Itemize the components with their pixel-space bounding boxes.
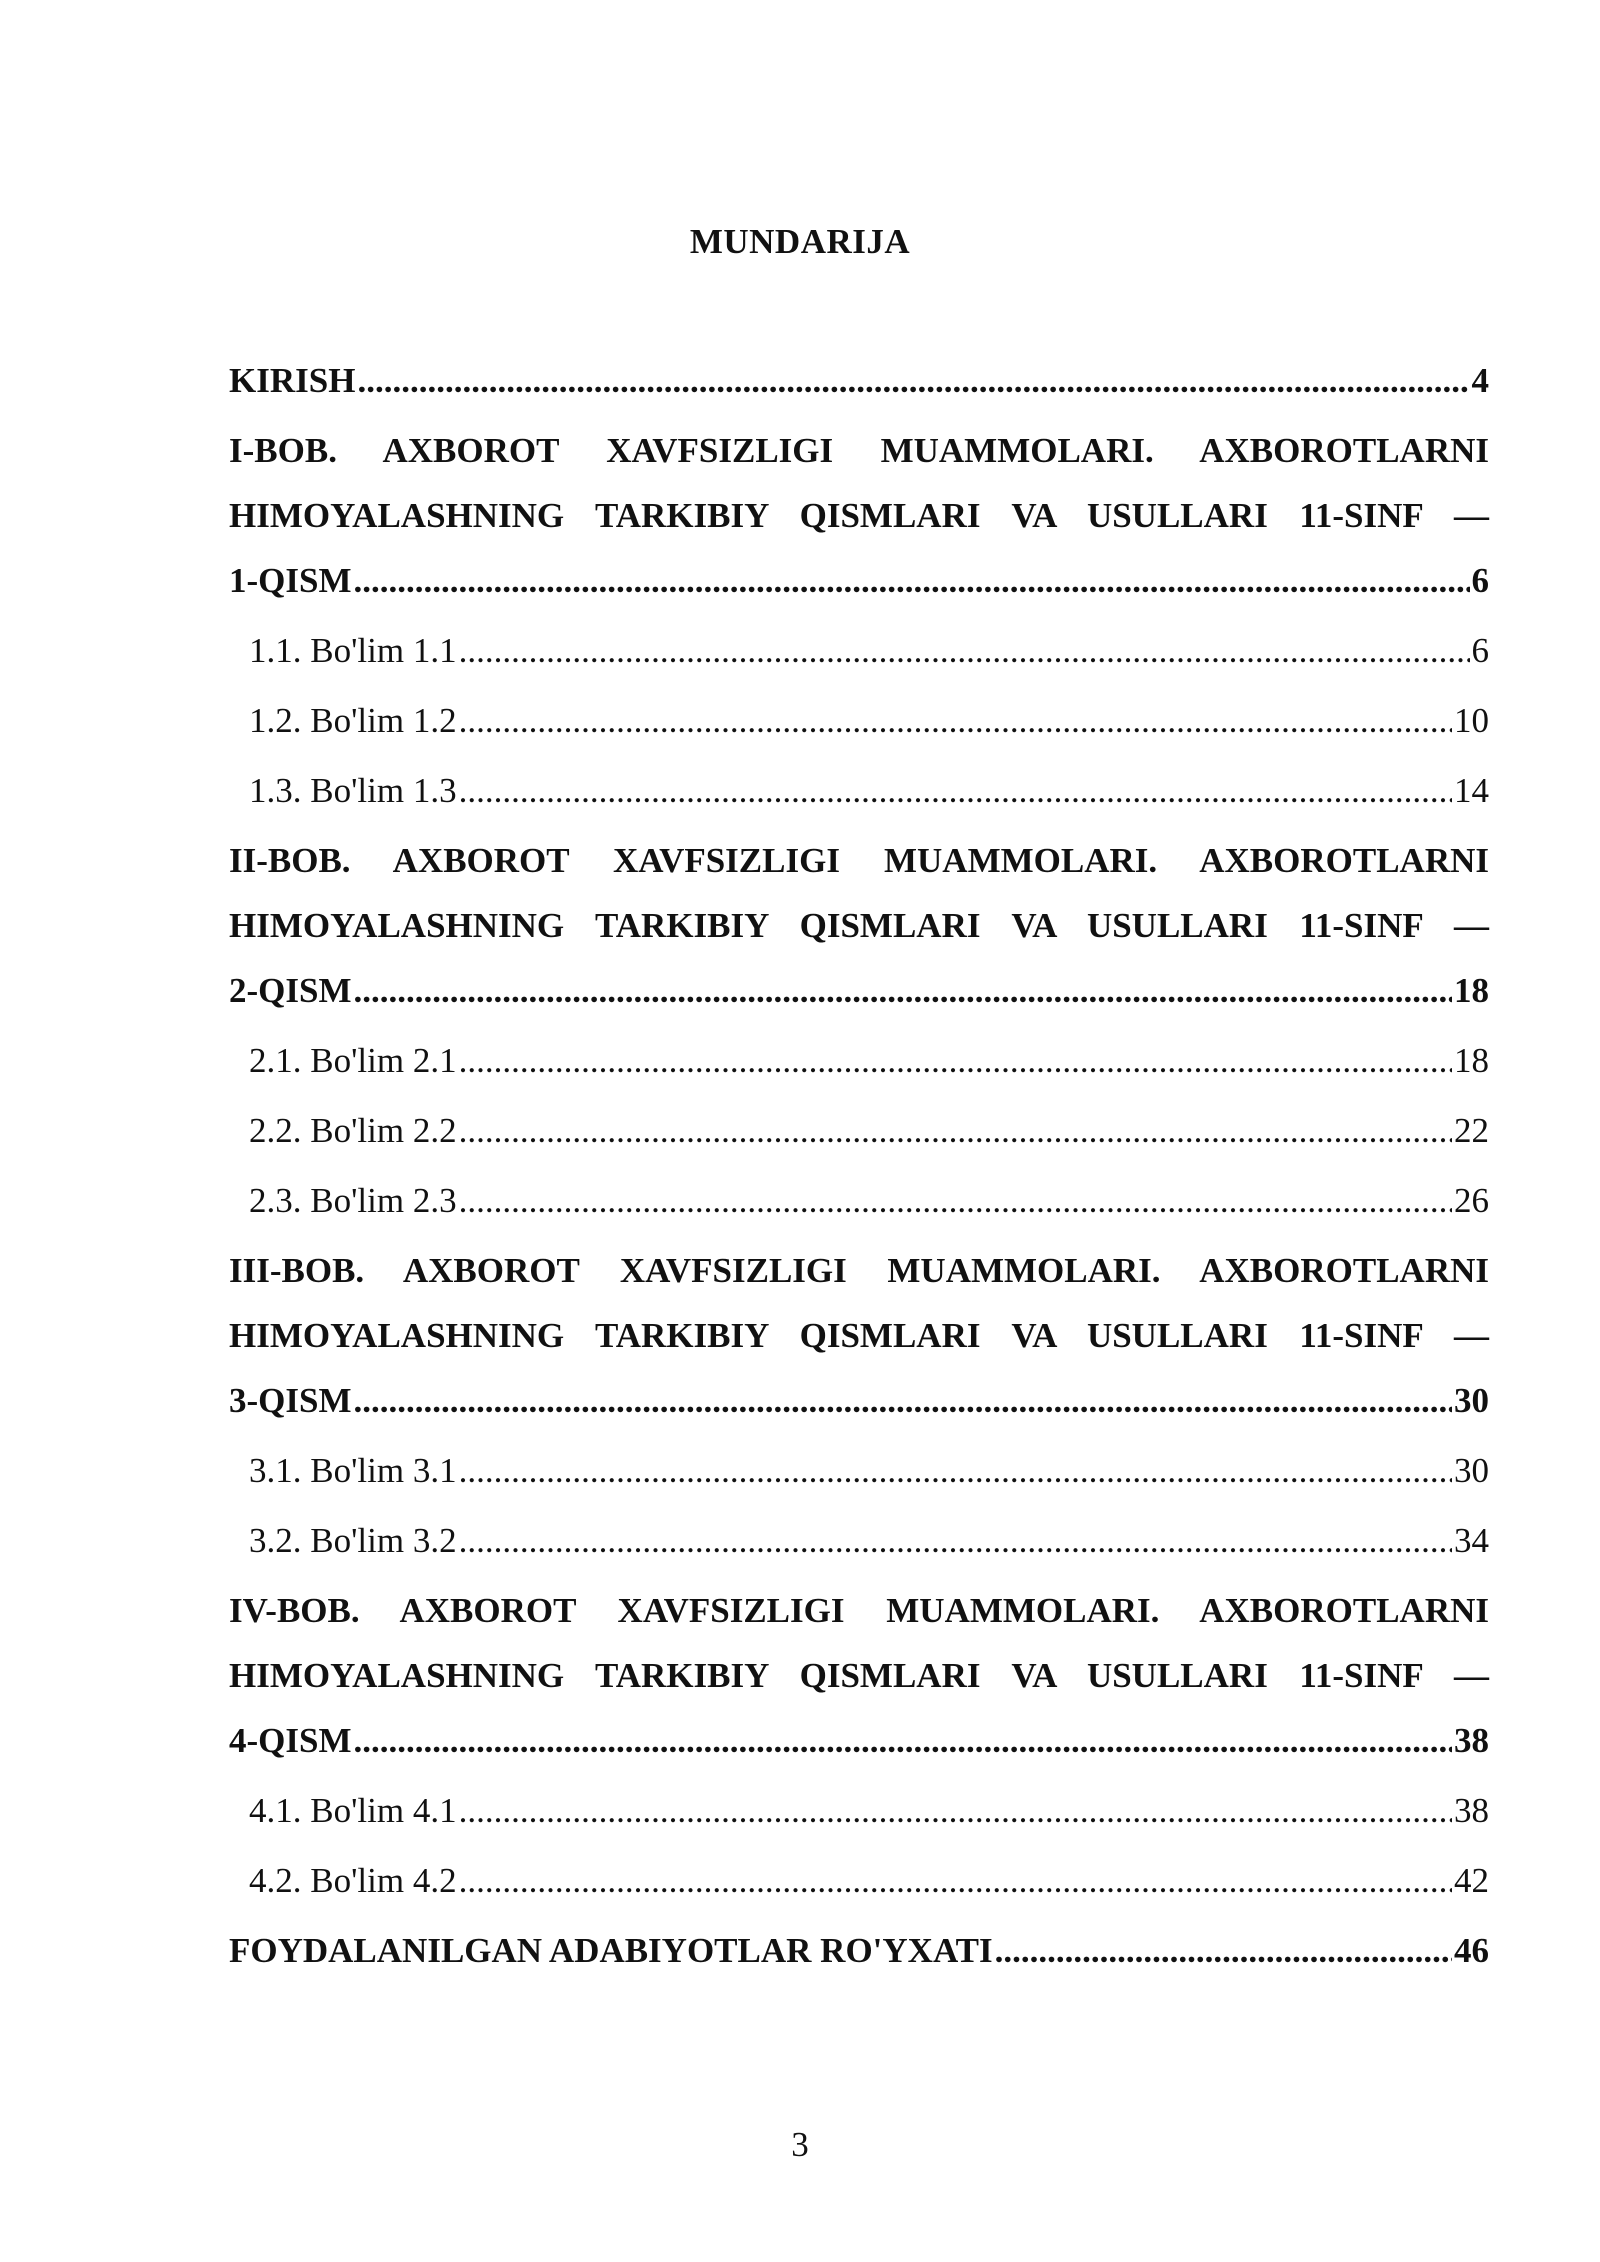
toc-entry-page-number: 18 — [1454, 1041, 1489, 1080]
page-number: 3 — [791, 2125, 809, 2164]
toc-entry-page-number: 46 — [1454, 1931, 1489, 1970]
toc-section-entry[interactable] — [229, 1848, 1489, 1913]
toc-chapter-entry[interactable] — [229, 348, 1489, 413]
dot-leader — [459, 688, 1452, 753]
toc-entry-page-number: 42 — [1454, 1861, 1489, 1900]
toc-entry-title: 1.2. Bo'lim 1.2 — [249, 701, 457, 740]
toc-entry-page-number: 14 — [1454, 771, 1489, 810]
toc-entry-title: 1.3. Bo'lim 1.3 — [249, 771, 457, 810]
toc-section-entry[interactable] — [229, 1778, 1489, 1843]
dot-leader — [354, 1368, 1453, 1433]
toc-entry-page-number: 38 — [1454, 1791, 1489, 1830]
toc-entry-title-line: IV-BOB. AXBOROT XAVFSIZLIGI MUAMMOLARI. AXBOROTLARNI — [229, 1591, 1489, 1630]
toc-entry-title-line: HIMOYALASHNING TARKIBIY QISMLARI VA USULLARI 11-SINF — — [229, 496, 1489, 535]
toc-section-entry[interactable] — [229, 1438, 1489, 1503]
dot-leader — [354, 1708, 1453, 1773]
dot-leader — [459, 758, 1452, 823]
toc-entry-title: 4.1. Bo'lim 4.1 — [249, 1791, 457, 1830]
toc-entry-title: KIRISH — [229, 361, 356, 400]
toc-entry-title-line: HIMOYALASHNING TARKIBIY QISMLARI VA USULLARI 11-SINF — — [229, 1656, 1489, 1695]
toc-entry-title-line: II-BOB. AXBOROT XAVFSIZLIGI MUAMMOLARI. AXBOROTLARNI — [229, 841, 1489, 880]
dot-leader — [459, 1438, 1452, 1503]
dot-leader — [354, 548, 1470, 613]
toc-chapter-entry[interactable] — [229, 828, 1489, 1023]
toc-section-entry[interactable] — [229, 1508, 1489, 1573]
dot-leader — [459, 1028, 1452, 1093]
dot-leader — [357, 348, 1469, 413]
dot-leader — [459, 618, 1470, 683]
toc-entry-title: 3-QISM — [229, 1381, 352, 1420]
toc-chapter-entry[interactable] — [229, 1918, 1489, 1983]
toc-entry-page-number: 22 — [1454, 1111, 1489, 1150]
toc-section-entry[interactable] — [229, 688, 1489, 753]
toc-entry-page-number: 18 — [1454, 971, 1489, 1010]
toc-entry-title: FOYDALANILGAN ADABIYOTLAR RO'YXATI — [229, 1931, 993, 1970]
toc-section-entry[interactable] — [229, 758, 1489, 823]
toc-entry-page-number: 4 — [1471, 361, 1489, 400]
toc-entry-page-number: 6 — [1471, 561, 1489, 600]
toc-chapter-entry[interactable] — [229, 1238, 1489, 1433]
toc-entry-title: 3.1. Bo'lim 3.1 — [249, 1451, 457, 1490]
toc-entry-title: 1-QISM — [229, 561, 352, 600]
toc-entry-title-line: HIMOYALASHNING TARKIBIY QISMLARI VA USULLARI 11-SINF — — [229, 1316, 1489, 1355]
toc-section-entry[interactable] — [229, 1028, 1489, 1093]
toc-entry-page-number: 6 — [1471, 631, 1489, 670]
toc-title: MUNDARIJA — [689, 222, 911, 261]
toc-entry-title: 2.3. Bo'lim 2.3 — [249, 1181, 457, 1220]
toc-entry-title: 4-QISM — [229, 1721, 352, 1760]
toc-entry-title: 1.1. Bo'lim 1.1 — [249, 631, 457, 670]
dot-leader — [459, 1508, 1452, 1573]
toc-entry-title: 2-QISM — [229, 971, 352, 1010]
dot-leader — [995, 1918, 1452, 1983]
toc-entry-page-number: 34 — [1454, 1521, 1489, 1560]
toc-entry-page-number: 38 — [1454, 1721, 1489, 1760]
dot-leader — [459, 1848, 1452, 1913]
toc-entry-title: 4.2. Bo'lim 4.2 — [249, 1861, 457, 1900]
toc-entry-page-number: 26 — [1454, 1181, 1489, 1220]
toc-section-entry[interactable] — [229, 1098, 1489, 1163]
dot-leader — [459, 1778, 1452, 1843]
toc-chapter-entry[interactable] — [229, 418, 1489, 613]
toc-entry-title: 2.1. Bo'lim 2.1 — [249, 1041, 457, 1080]
toc-entry-title: 3.2. Bo'lim 3.2 — [249, 1521, 457, 1560]
toc-section-entry[interactable] — [229, 1168, 1489, 1233]
dot-leader — [354, 958, 1453, 1023]
dot-leader — [459, 1168, 1452, 1233]
toc-entry-title-line: III-BOB. AXBOROT XAVFSIZLIGI MUAMMOLARI. AXBOROTLARNI — [229, 1251, 1489, 1290]
toc-entry-title-line: I-BOB. AXBOROT XAVFSIZLIGI MUAMMOLARI. AXBOROTLARNI — [229, 431, 1489, 470]
table-of-contents — [229, 348, 1489, 1983]
dot-leader — [459, 1098, 1452, 1163]
toc-entry-page-number: 10 — [1454, 701, 1489, 740]
toc-entry-title-line: HIMOYALASHNING TARKIBIY QISMLARI VA USULLARI 11-SINF — — [229, 906, 1489, 945]
toc-section-entry[interactable] — [229, 618, 1489, 683]
toc-entry-page-number: 30 — [1454, 1381, 1489, 1420]
toc-entry-page-number: 30 — [1454, 1451, 1489, 1490]
toc-chapter-entry[interactable] — [229, 1578, 1489, 1773]
toc-entry-title: 2.2. Bo'lim 2.2 — [249, 1111, 457, 1150]
